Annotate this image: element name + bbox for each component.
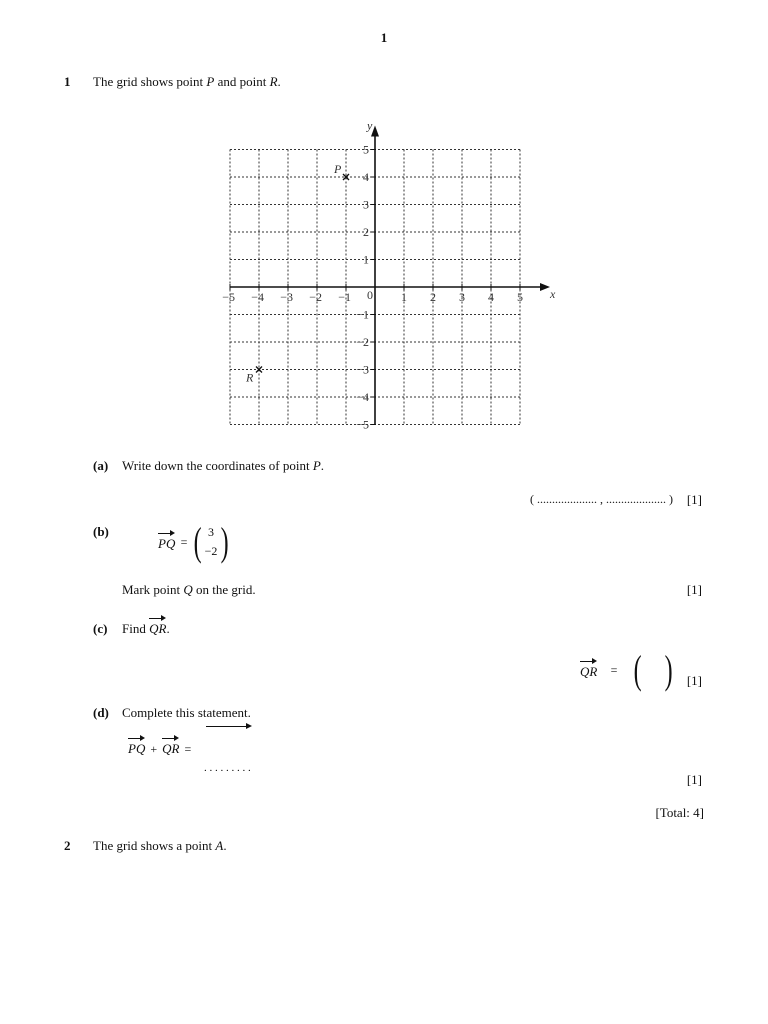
part-d-text: Complete this statement. xyxy=(122,705,251,720)
answer-arrow-line xyxy=(206,726,250,727)
x-tick-label: −3 xyxy=(280,290,293,304)
answer-arrow-head-icon xyxy=(246,723,252,729)
vector-qr: QR xyxy=(162,737,179,757)
part-c-question xyxy=(122,617,170,637)
x-tick-label: 4 xyxy=(488,290,494,304)
answer-left-paren-icon: ( xyxy=(633,647,642,692)
part-b-point-q: Q xyxy=(183,582,193,597)
answer-vector-qr: QR xyxy=(580,660,597,680)
vector-pq: PQ xyxy=(158,532,175,552)
x-tick-label: −1 xyxy=(338,290,351,304)
coordinate-grid[interactable] xyxy=(0,0,768,440)
y-tick-label: −2 xyxy=(356,335,369,349)
part-a-point-p: P xyxy=(312,458,321,473)
x-tick-label: −2 xyxy=(309,290,322,304)
plus-sign: + xyxy=(150,742,158,756)
y-tick-label: −3 xyxy=(356,362,369,377)
part-c-label: (c) xyxy=(93,621,108,636)
page-number: 1 xyxy=(380,30,388,45)
part-b-label: (b) xyxy=(93,524,109,539)
y-tick-label: 3 xyxy=(363,197,369,212)
total-marks: [Total: 4] xyxy=(655,805,704,820)
answer-dots[interactable]: . . . . . . . . . xyxy=(204,762,251,774)
left-paren-icon: ( xyxy=(193,519,202,564)
y-tick-label: 2 xyxy=(363,225,369,239)
vector-qr: QR xyxy=(149,617,166,637)
x-tick-label: −4 xyxy=(251,290,264,304)
intro-text: The grid shows point xyxy=(93,74,207,89)
column-vector xyxy=(204,523,218,561)
q2-intro-end: . xyxy=(223,838,227,853)
part-d-label: (d) xyxy=(93,705,109,720)
vector-bottom: −2 xyxy=(204,544,218,558)
x-axis-label: x xyxy=(550,287,556,301)
part-b-mark: [1] xyxy=(686,582,702,597)
y-tick-label: −4 xyxy=(356,390,369,404)
vector-top: 3 xyxy=(207,525,214,539)
y-tick-label: 5 xyxy=(363,142,369,157)
part-b-instruction xyxy=(122,582,256,598)
part-d-statement xyxy=(128,737,191,757)
x-tick-label: 3 xyxy=(459,290,465,304)
equals-sign: = xyxy=(180,534,188,549)
part-c-text-end: . xyxy=(166,621,170,636)
part-c-answer[interactable] xyxy=(580,647,675,692)
equals-sign: = xyxy=(184,742,192,756)
part-c-mark: [1] xyxy=(686,673,702,688)
part-a-text: Write down the coordinates of point xyxy=(122,458,313,473)
part-b-text: Mark point xyxy=(122,582,184,597)
part-a-text-end: . xyxy=(320,458,325,473)
q2-point-a: A xyxy=(215,838,224,853)
part-d-mark: [1] xyxy=(686,772,702,787)
intro-point-r: R xyxy=(269,74,278,89)
intro-text-end: . xyxy=(277,74,281,89)
x-tick-label: 1 xyxy=(401,290,407,304)
point-r-label: R xyxy=(246,370,254,385)
answer-right-paren-icon: ) xyxy=(664,647,673,692)
y-tick-label: 1 xyxy=(363,252,369,267)
x-tick-label: 5 xyxy=(517,290,523,304)
part-b-text-end: on the grid. xyxy=(192,582,256,597)
question-2-number: 2 xyxy=(64,838,71,853)
intro-text-mid: and point xyxy=(214,74,270,89)
part-a-mark: [1] xyxy=(686,492,702,507)
right-paren-icon: ) xyxy=(220,519,229,564)
x-tick-label: 2 xyxy=(430,290,436,304)
y-tick-label: −1 xyxy=(356,307,369,322)
y-tick-label: 4 xyxy=(363,170,369,184)
part-c-text: Find xyxy=(122,621,150,636)
q2-intro-text: The grid shows a point xyxy=(93,838,216,853)
x-axis-arrow-icon xyxy=(540,283,550,291)
y-tick-label: −5 xyxy=(356,417,369,432)
answer-equals: = xyxy=(610,662,618,677)
x-tick-label: −5 xyxy=(222,290,235,304)
origin-label: 0 xyxy=(367,288,373,302)
point-p-label: P xyxy=(334,162,342,176)
part-a-question xyxy=(122,458,324,474)
vector-pq: PQ xyxy=(128,737,145,757)
question-2-intro xyxy=(93,838,227,854)
y-axis-label: y xyxy=(367,118,373,133)
part-a-label: (a) xyxy=(93,458,109,473)
part-b-vector-equation xyxy=(158,519,231,564)
intro-point-p: P xyxy=(206,74,215,89)
question-1-number: 1 xyxy=(64,74,71,89)
part-a-answer-line[interactable]: ( .................... , .................... ) xyxy=(530,492,673,506)
